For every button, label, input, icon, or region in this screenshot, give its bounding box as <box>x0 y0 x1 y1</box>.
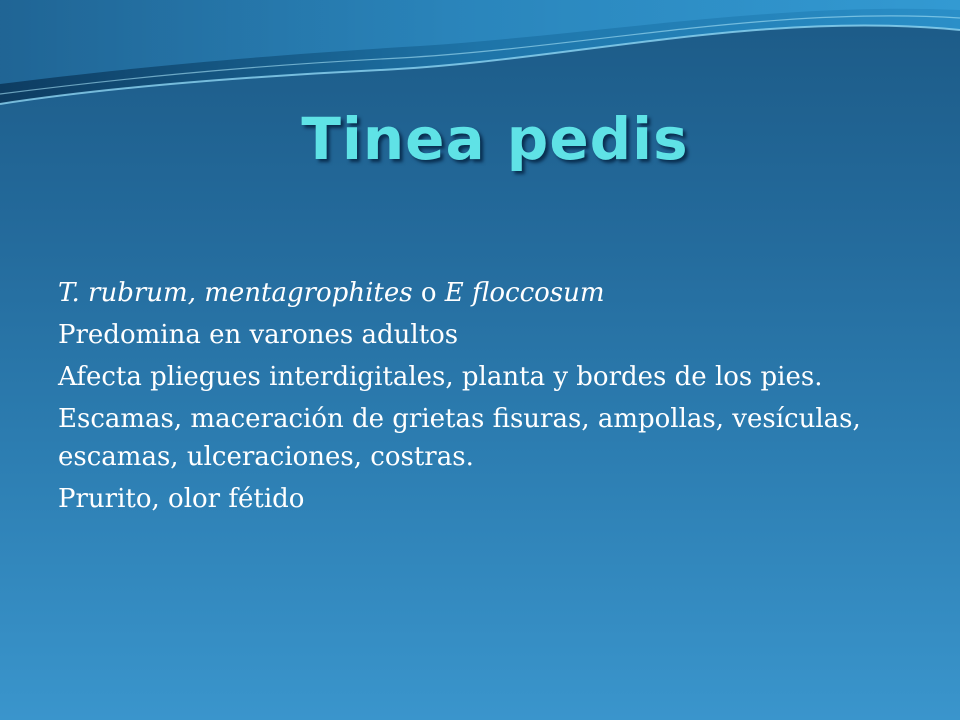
bullet-list <box>58 274 898 522</box>
organism-names: T. rubrum, mentagrophites <box>58 278 413 308</box>
bullet-item-lesions: Escamas, maceración de grietas fisuras, ampollas, vesículas, escamas, ulceraciones, costras. <box>58 404 861 472</box>
decorative-wave <box>0 0 960 120</box>
bullet-item-predominance: Predomina en varones adultos <box>58 320 459 350</box>
bullet-item-symptoms: Prurito, olor fétido <box>58 484 305 514</box>
bullet-item-affected-areas: Afecta pliegues interdigitales, planta y bordes de los pies. <box>58 362 823 392</box>
slide-title: Tinea pedis <box>301 105 689 173</box>
bullet-item-organisms <box>58 274 898 312</box>
organism-name-floccosum: E floccosum <box>444 278 605 308</box>
conjunction-text: o <box>412 278 445 308</box>
